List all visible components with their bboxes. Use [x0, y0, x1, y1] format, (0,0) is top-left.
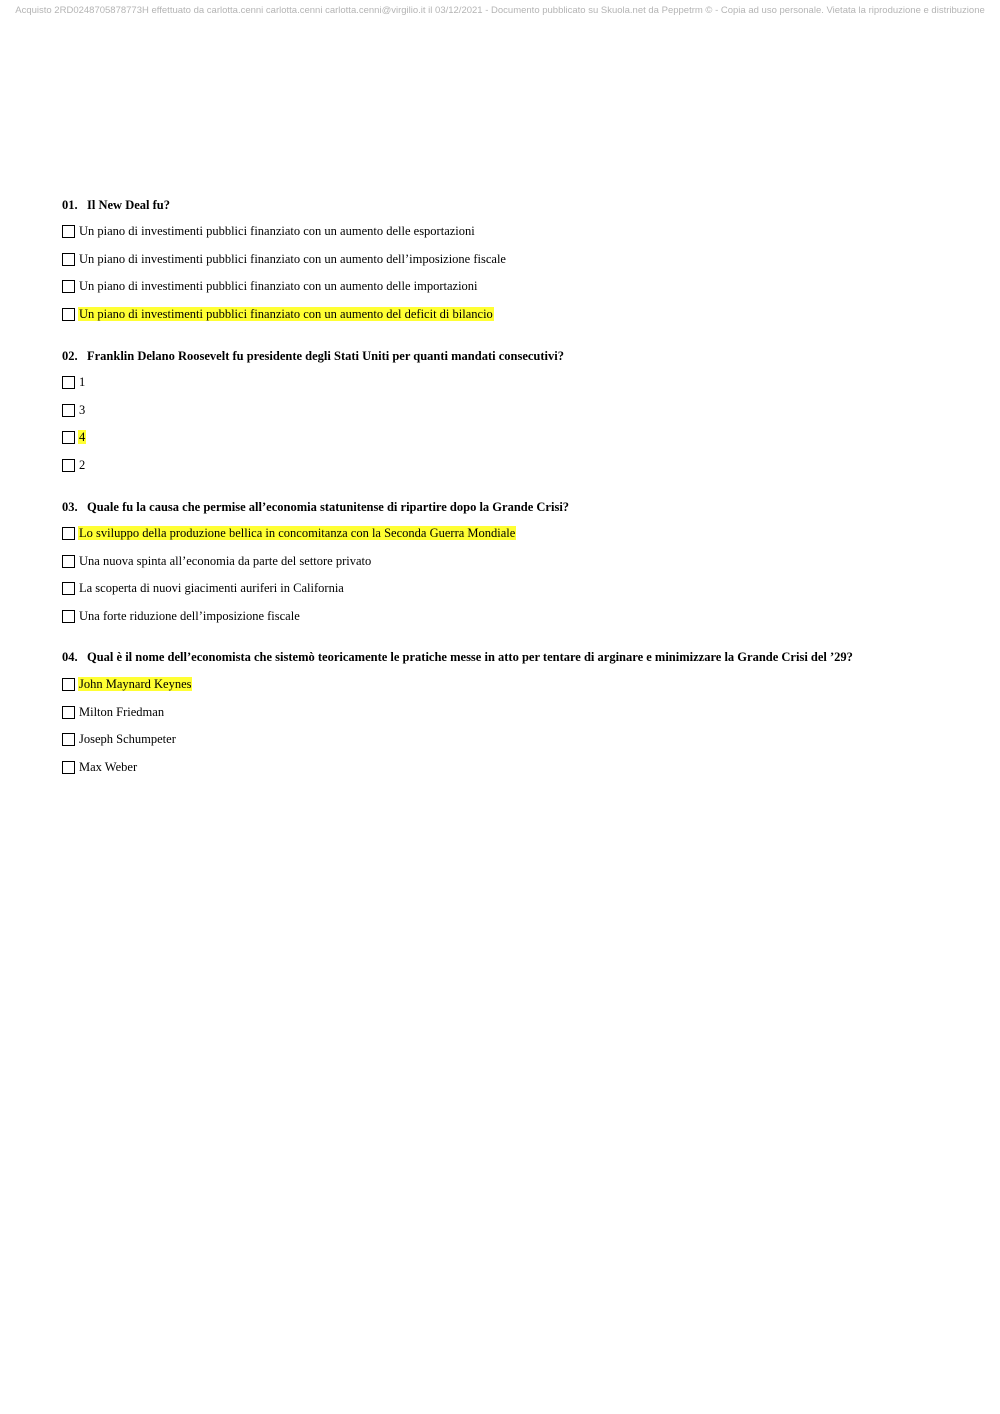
answer-option[interactable]	[62, 759, 138, 775]
question-text: Il New Deal fu?	[87, 198, 170, 212]
answer-option[interactable]	[62, 580, 345, 596]
option-text-highlighted: John Maynard Keynes	[79, 677, 192, 691]
question-01	[62, 198, 506, 321]
checkbox[interactable]	[62, 678, 75, 691]
option-text: 3	[79, 403, 86, 417]
answer-option[interactable]	[62, 553, 372, 569]
answer-option[interactable]	[62, 374, 86, 390]
question-04	[62, 650, 853, 774]
answer-option[interactable]	[62, 457, 86, 473]
checkbox[interactable]	[62, 610, 75, 623]
question-number: 02.	[62, 349, 78, 363]
answer-option[interactable]	[62, 608, 301, 624]
option-text: 2	[79, 458, 86, 472]
option-text: Un piano di investimenti pubblici finanziato con un aumento dell’imposizione fiscale	[79, 252, 506, 266]
option-text: Un piano di investimenti pubblici finanziato con un aumento delle importazioni	[79, 279, 478, 293]
option-text: Una forte riduzione dell’imposizione fiscale	[79, 609, 300, 623]
option-text-highlighted: Lo sviluppo della produzione bellica in concomitanza con la Seconda Guerra Mondiale	[79, 526, 516, 540]
question-text: Franklin Delano Roosevelt fu presidente degli Stati Uniti per quanti mandati consecutivi?	[87, 349, 564, 363]
checkbox[interactable]	[62, 225, 75, 238]
answer-option[interactable]	[62, 525, 516, 541]
answer-option[interactable]	[62, 251, 507, 267]
checkbox[interactable]	[62, 459, 75, 472]
answer-option[interactable]	[62, 676, 192, 692]
answer-option[interactable]	[62, 402, 86, 418]
option-text: Max Weber	[79, 760, 138, 774]
checkbox[interactable]	[62, 431, 75, 444]
answer-option[interactable]	[62, 731, 177, 747]
answer-option[interactable]	[62, 704, 165, 720]
option-text-highlighted: Un piano di investimenti pubblici finanziato con un aumento del deficit di bilancio	[79, 307, 493, 321]
checkbox[interactable]	[62, 253, 75, 266]
checkbox[interactable]	[62, 280, 75, 293]
question-title	[62, 500, 569, 514]
checkbox[interactable]	[62, 582, 75, 595]
checkbox[interactable]	[62, 555, 75, 568]
question-title	[62, 650, 853, 664]
question-title	[62, 198, 170, 212]
option-text: Milton Friedman	[79, 705, 165, 719]
question-number: 03.	[62, 500, 78, 514]
checkbox[interactable]	[62, 404, 75, 417]
checkbox[interactable]	[62, 308, 75, 321]
checkbox[interactable]	[62, 733, 75, 746]
option-text: Joseph Schumpeter	[79, 732, 176, 746]
option-text: 1	[79, 375, 86, 389]
answer-option[interactable]	[62, 429, 86, 445]
option-text: Una nuova spinta all’economia da parte del settore privato	[79, 554, 372, 568]
question-number: 01.	[62, 198, 78, 212]
checkbox[interactable]	[62, 706, 75, 719]
checkbox[interactable]	[62, 761, 75, 774]
option-text: Un piano di investimenti pubblici finanziato con un aumento delle esportazioni	[79, 224, 475, 238]
question-02	[62, 349, 564, 472]
watermark-header: Acquisto 2RD0248705878773H effettuato da carlotta.cenni carlotta.cenni carlotta.cenni@virgilio.it il 03/12/2021 - Documento pubblicato su Skuola.net da Peppetrm © - Copia ad uso personale. Vietata la riproduzione e distribuzione	[15, 5, 985, 16]
option-text: La scoperta di nuovi giacimenti auriferi in California	[79, 581, 344, 595]
answer-option[interactable]	[62, 278, 479, 294]
checkbox[interactable]	[62, 527, 75, 540]
question-number: 04.	[62, 650, 78, 664]
question-title	[62, 349, 564, 363]
answer-option[interactable]	[62, 306, 494, 322]
option-text-highlighted: 4	[79, 430, 86, 444]
answer-option[interactable]	[62, 223, 476, 239]
checkbox[interactable]	[62, 376, 75, 389]
question-text: Quale fu la causa che permise all’economia statunitense di ripartire dopo la Grande Crisi?	[87, 500, 570, 514]
question-03	[62, 500, 570, 623]
question-text: Qual è il nome dell’economista che sistemò teoricamente le pratiche messe in atto per tentare di arginare e minimizzare la Grande Crisi del ’29?	[87, 650, 853, 664]
